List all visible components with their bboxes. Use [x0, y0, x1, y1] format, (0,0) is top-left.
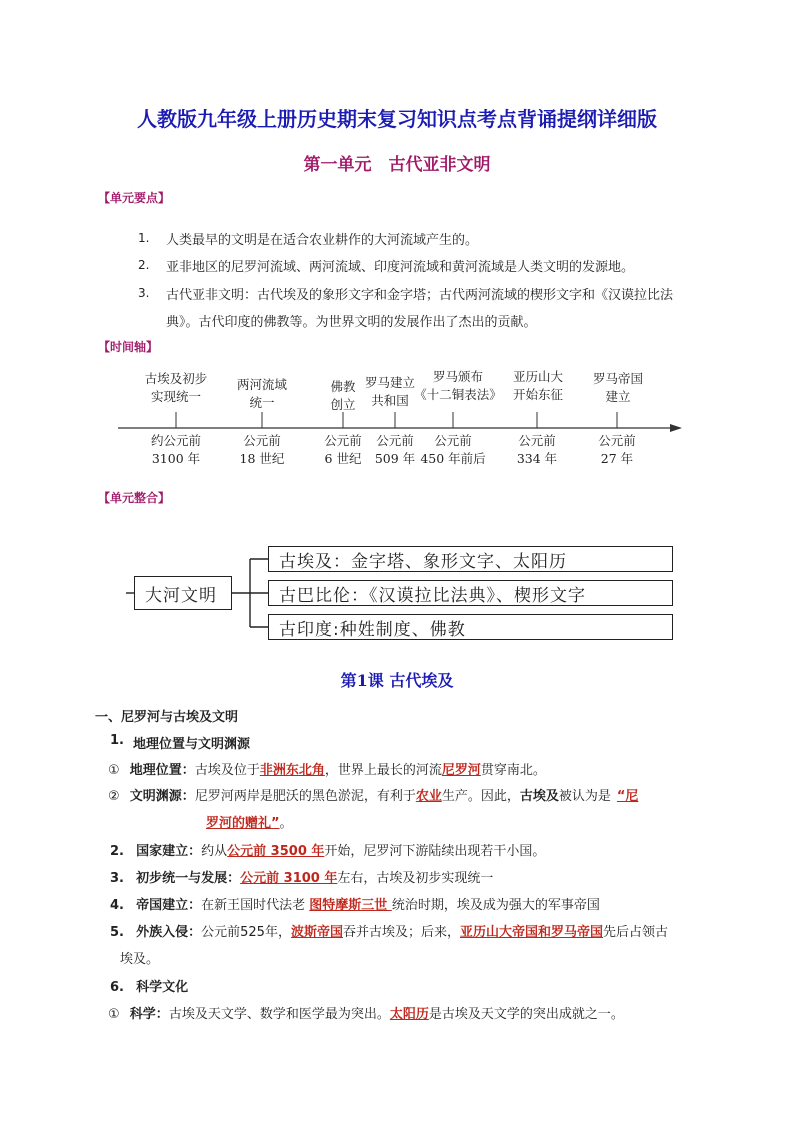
- item-text: 尼罗河两岸是肥沃的黑色淤泥，有利于: [194, 789, 416, 804]
- event-label: 佛教: [330, 379, 356, 394]
- numbered-item-line: [110, 894, 600, 913]
- date-label: 334 年: [516, 451, 558, 466]
- circled-mark: ②: [108, 789, 120, 804]
- event-label: 实现统一: [150, 389, 201, 404]
- item-text: 古埃及天文学、数学和医学最为突出。: [168, 1007, 390, 1022]
- date-label: 公元前: [598, 433, 636, 448]
- key-point-num: 2.: [138, 258, 150, 272]
- event-label: 统一: [249, 395, 275, 410]
- item-label: 帝国建立：: [136, 898, 202, 913]
- event-label: 罗马帝国: [592, 371, 643, 386]
- item-num: 1.: [110, 733, 124, 748]
- numbered-item-line: [110, 976, 188, 995]
- date-label: 公元前: [324, 433, 362, 448]
- highlight-text: 太阳历: [389, 1007, 429, 1022]
- numbered-item-line: [110, 921, 668, 940]
- date-label: 509 年: [374, 451, 416, 466]
- date-label: 18 世纪: [239, 451, 285, 466]
- item-text: 贯穿南北。: [480, 763, 546, 778]
- event-label: 开始东征: [512, 387, 563, 402]
- item-num: 6.: [110, 980, 124, 995]
- item-label: 文明渊源：: [129, 789, 195, 804]
- event-label: 罗马颁布: [432, 369, 483, 384]
- highlight-text: 波斯帝国: [290, 925, 343, 940]
- date-label: 公元前: [376, 433, 414, 448]
- item-text: 吞并古埃及；后来，: [342, 925, 460, 940]
- item-text: 生产。因此，: [441, 789, 520, 804]
- date-label: 6 世纪: [324, 451, 362, 466]
- item-label: 外族入侵：: [136, 925, 202, 940]
- event-label: 两河流域: [236, 377, 287, 392]
- highlight-text: “尼: [616, 789, 639, 804]
- circled-mark: ①: [108, 763, 120, 778]
- item-num: 2.: [110, 844, 124, 859]
- item-text: 公元前525年，: [201, 925, 291, 940]
- event-label: 共和国: [371, 393, 409, 408]
- circled-item-line: [108, 759, 546, 778]
- date-label: 公元前: [434, 433, 472, 448]
- integration-branch: 古埃及：金字塔、象形文字、太阳历: [268, 546, 673, 572]
- numbered-item-line: [110, 867, 493, 886]
- key-point-text: 亚非地区的尼罗河流域、两河流域、印度河流域和黄河流域是人类文明的发源地。: [166, 260, 635, 275]
- date-label: 约公元前: [150, 433, 201, 448]
- circled-item-line: [108, 785, 638, 804]
- item-heading: 地理位置与文明渊源: [133, 737, 251, 752]
- integration-root: 大河文明: [134, 576, 232, 610]
- continued-line: [206, 812, 293, 831]
- item-text: 左右，古埃及初步实现统一: [337, 871, 494, 886]
- item-label: 地理位置：: [129, 763, 195, 778]
- numbered-item-line: [110, 840, 545, 859]
- highlight-text: 农业: [415, 789, 442, 804]
- timeline-tag: 【时间轴】: [98, 340, 159, 354]
- item-heading: 科学文化: [136, 980, 189, 995]
- item-text: ，世界上最长的河流: [324, 763, 442, 778]
- item-text: 约从: [201, 844, 228, 859]
- integration-tag: 【单元整合】: [98, 491, 171, 505]
- highlight-text: 图特摩斯三世: [309, 898, 392, 913]
- continued-line: 埃及。: [120, 952, 160, 967]
- circled-mark: ①: [108, 1007, 120, 1022]
- item-text: 在新王国时代法老: [201, 898, 310, 913]
- key-point-num: 1.: [138, 231, 150, 245]
- key-point-text: 古代亚非文明：古代埃及的象形文字和金字塔；古代两河流域的楔形文字和《汉谟拉比法: [166, 288, 674, 303]
- item-num: 3.: [110, 871, 124, 886]
- bold-text: 古埃及: [519, 789, 559, 804]
- date-label: 公元前: [243, 433, 281, 448]
- event-label: 创立: [330, 397, 356, 412]
- item-text: 统治时期，埃及成为强大的军事帝国: [391, 898, 600, 913]
- integration-branch: 古印度:种姓制度、佛教: [268, 614, 673, 640]
- item-text: 古埃及位于: [194, 763, 260, 778]
- item-text: 是古埃及天文学的突出成就之一。: [428, 1007, 624, 1022]
- document-title: 人教版九年级上册历史期末复习知识点考点背诵提纲详细版: [137, 107, 657, 131]
- date-label: 公元前: [518, 433, 556, 448]
- event-label: 建立: [605, 389, 631, 404]
- date-label: 450 年前后: [420, 451, 486, 466]
- item-num: 5.: [110, 925, 124, 940]
- date-label: 3100 年: [151, 451, 201, 466]
- key-point-text: 典》。古代印度的佛教等。为世界文明的发展作出了杰出的贡献。: [166, 315, 537, 330]
- item-text: 先后占领古: [603, 925, 669, 940]
- key-point-text: 人类最早的文明是在适合农业耕作的大河流域产生的。: [166, 233, 479, 248]
- item-num: 4.: [110, 898, 124, 913]
- integration-branch: 古巴比伦：《汉谟拉比法典》、楔形文字: [268, 580, 673, 606]
- event-label: 亚历山大: [512, 369, 563, 384]
- key-points-tag: 【单元要点】: [98, 191, 171, 205]
- lesson-title: 第1课 古代埃及: [340, 671, 454, 690]
- item-text: 开始，尼罗河下游陆续出现若干小国。: [324, 844, 546, 859]
- highlight-text: 公元前 3100 年: [240, 871, 338, 886]
- item-label: 初步统一与发展：: [136, 871, 241, 886]
- highlight-text: 非洲东北角: [259, 763, 325, 778]
- event-label: 古埃及初步: [144, 371, 208, 386]
- item-text: 被认为是: [558, 789, 611, 804]
- section-heading: 一、尼罗河与古埃及文明: [95, 710, 239, 725]
- date-label: 27 年: [600, 451, 634, 466]
- highlight-text: 亚历山大帝国和罗马帝国: [460, 925, 604, 940]
- item-text: 。: [279, 816, 293, 831]
- highlight-text: 尼罗河: [441, 763, 481, 778]
- unit-title: 第一单元 古代亚非文明: [303, 155, 491, 175]
- event-label: 罗马建立: [364, 375, 415, 390]
- highlight-text: 公元前 3500 年: [227, 844, 325, 859]
- key-point-num: 3.: [138, 286, 150, 300]
- circled-item-line: [108, 1003, 624, 1022]
- item-label: 科学：: [129, 1007, 169, 1022]
- item-label: 国家建立：: [136, 844, 202, 859]
- event-label: 《十二铜表法》: [414, 387, 502, 402]
- highlight-text: 罗河的赠礼”: [206, 816, 280, 831]
